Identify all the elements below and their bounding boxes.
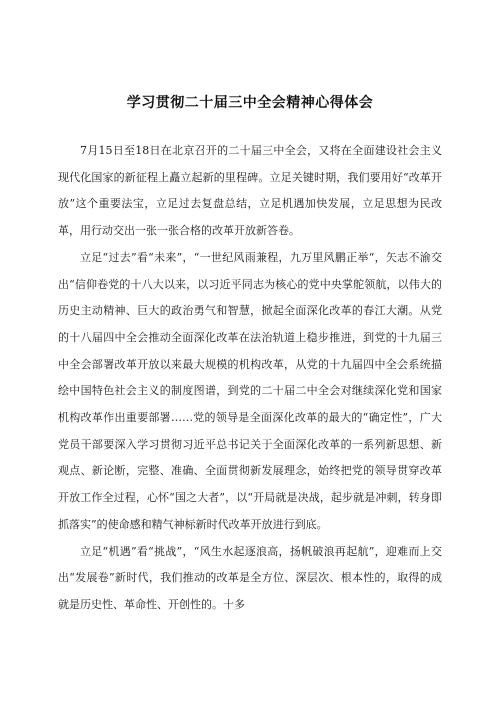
document-body: [58, 138, 442, 619]
paragraph-1: 7月15日至18日在北京召开的二十届三中全会，又将在全面建设社会主义现代化国家的新征程上矗立起新的里程碑。立足关键时期，我们要用好“改革开放”这个重要法宝，立足过去复盘总结，立足机遇加快发展，立足思想为民改革，用行动交出一张一张合格的改革开放新答卷。: [58, 144, 442, 238]
document-title: 学习贯彻二十届三中全会精神心得体会: [126, 95, 374, 111]
paragraph-2: 立足“过去”看“未来”，“一世纪风雨兼程，九万里风鹏正举“，矢志不渝交出“信仰卷党的十八大以来，以习近平同志为核心的党中央掌舵领航，以伟大的历史主动精神、巨大的政治勇气和智慧，掀起全面深化改革的春江大潮。从党的十八届四中全会推动全面深化改革在法治轨道上稳步推进，到党的十九届三中全会部署改革开放以来最大规模的机构改革，从党的十九届四中全会系统描绘中国特色社会主义的制度图谱，到党的二十届二中全会对继续深化党和国家机构改革作出重要部署……党的领导是全面深化改革的最大的“确定性”，广大党员干部要深入学习贯彻习近平总书记关于全面深化改革的一系列新思想、新观点、新论断，完整、准确、全面贯彻新发展理念，始终把党的领导贯穿改革开放工作全过程，心怀“国之大者”，以“开局就是决战，起步就是冲刺，转身即抓落实”的使命感和精气神标新时代改革开放进行到底。: [58, 250, 442, 531]
paragraph-3: 立足“机遇”看“挑战”，“风生水起逐浪高，扬帆破浪再起航”，迎难而上交出“发展卷”新时代，我们推动的改革是全方位、深层次、根本性的，取得的成就是历史性、革命性、开创性的。十多: [58, 544, 442, 611]
